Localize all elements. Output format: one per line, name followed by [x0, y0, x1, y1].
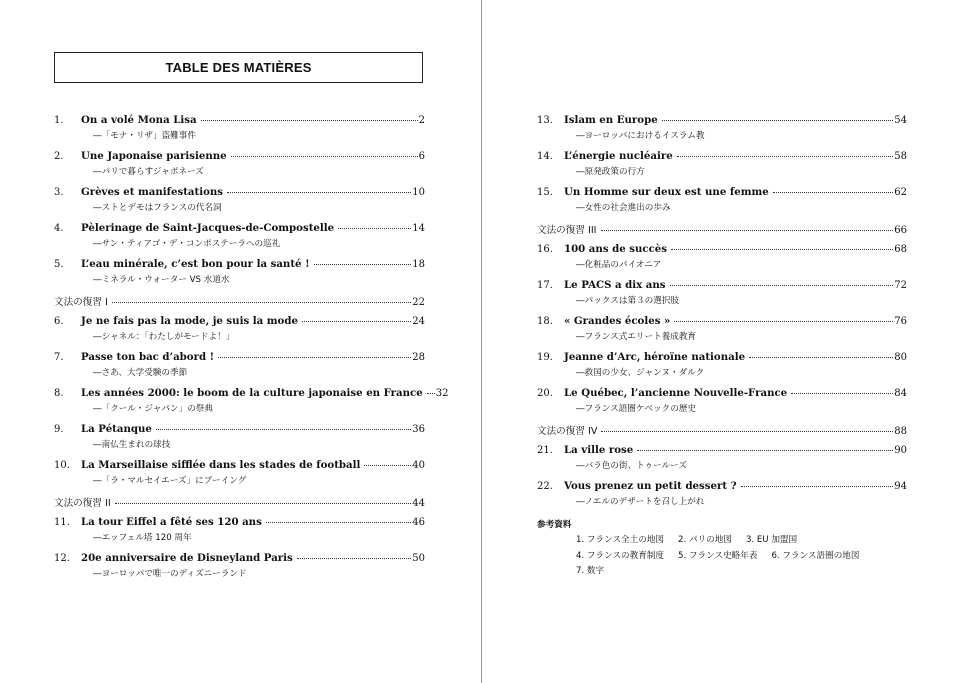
toc-entry [537, 186, 907, 222]
toc-entry [537, 387, 907, 423]
review-entry [537, 423, 907, 444]
toc-row [54, 351, 425, 366]
page-number: 88 [894, 426, 907, 437]
lesson-title: « Grandes écoles » [564, 315, 671, 327]
lesson-number: 15. [537, 187, 553, 198]
review-entry [54, 294, 425, 315]
lesson-number: 20. [537, 388, 553, 399]
toc-title-box [54, 52, 423, 83]
toc-row [54, 150, 425, 165]
toc-entry [537, 279, 907, 315]
lesson-subtitle: ―「ラ・マルセイエーズ」にブーイング [93, 476, 247, 486]
toc-row [537, 186, 907, 201]
lesson-subtitle: ―シャネル：「わたしがモードよ！」 [93, 332, 235, 342]
lesson-number: 16. [537, 244, 553, 255]
lesson-title: Passe ton bac d’abord ! [81, 351, 215, 363]
review-title: 文法の復習 I [54, 297, 108, 308]
toc-entry [537, 243, 907, 279]
reference-item: 3. EU 加盟国 [745, 535, 798, 545]
toc-row [54, 387, 449, 402]
toc-entry [537, 480, 907, 516]
dot-leader [314, 264, 412, 265]
toc-row [54, 459, 425, 474]
toc-entry [54, 186, 425, 222]
lesson-number: 7. [54, 352, 64, 363]
review-title: 文法の復習 IV [537, 426, 598, 437]
lesson-title: Le PACS a dix ans [564, 279, 666, 291]
lesson-title: La Pétanque [81, 423, 152, 435]
lesson-number: 10. [54, 460, 70, 471]
lesson-subtitle: ―パリで暮らすジャポネーズ [93, 167, 204, 177]
toc-row [537, 351, 907, 366]
dot-leader [791, 393, 893, 394]
references-title: 参考資料 [537, 520, 572, 530]
dot-leader [266, 522, 411, 523]
dot-leader [115, 503, 412, 504]
lesson-number: 1. [54, 115, 64, 126]
page-number: 2 [418, 115, 425, 126]
toc-entry [54, 351, 425, 387]
toc-entry [537, 444, 907, 480]
toc-entry [537, 351, 907, 387]
lesson-title: Islam en Europe [564, 114, 658, 126]
page-number: 22 [412, 297, 425, 308]
lesson-title: 100 ans de succès [564, 243, 668, 255]
dot-leader [218, 357, 411, 358]
dot-leader [741, 486, 894, 487]
page-number: 84 [894, 388, 907, 399]
dot-leader [671, 249, 893, 250]
dot-leader [297, 558, 411, 559]
lesson-title: Les années 2000: le boom de la culture japonaise en France [81, 387, 423, 399]
left-toc-list [54, 114, 449, 588]
lesson-subtitle: ―化粧品のパイオニア [576, 260, 662, 270]
page-number: 80 [894, 352, 907, 363]
references-row [537, 549, 907, 565]
dot-leader [427, 393, 435, 394]
page-number: 50 [412, 553, 425, 564]
reference-item: 6. フランス語圏の地図 [771, 550, 860, 561]
toc-title: TABLE DES MATIÈRES [165, 60, 312, 75]
lesson-title: L’énergie nucléaire [564, 150, 673, 162]
reference-item: 7. 数字 [576, 566, 605, 576]
lesson-number: 8. [54, 388, 64, 399]
toc-row [54, 552, 425, 567]
toc-entry [54, 114, 425, 150]
lesson-title: Je ne fais pas la mode, je suis la mode [81, 315, 298, 327]
lesson-title: L’eau minérale, c’est bon pour la santé ! [81, 258, 310, 270]
toc-row [54, 516, 425, 531]
lesson-subtitle: ―ヨーロッパで唯一のディズニーランド [93, 569, 247, 579]
lesson-subtitle: ―さあ、大学受験の季節 [93, 368, 188, 378]
reference-item: 1. フランス全土の地図 [576, 535, 665, 545]
lesson-title: 20e anniversaire de Disneyland Paris [81, 552, 293, 564]
page-number: 90 [894, 445, 907, 456]
review-entry [537, 222, 907, 243]
page-number: 14 [412, 223, 425, 234]
dot-leader [773, 192, 894, 193]
lesson-number: 13. [537, 115, 553, 126]
toc-entry [54, 150, 425, 186]
review-entry [54, 495, 425, 516]
toc-row [54, 423, 425, 438]
lesson-subtitle: ―ストとデモはフランスの代名詞 [93, 203, 222, 213]
lesson-subtitle: ―ノエルのデザートを召し上がれ [576, 497, 705, 507]
dot-leader [670, 285, 894, 286]
right-toc-list [537, 114, 907, 580]
references-row [537, 533, 907, 549]
lesson-title: Le Québec, l’ancienne Nouvelle-France [564, 387, 788, 399]
lesson-subtitle: ―エッフェル塔 120 周年 [93, 533, 192, 543]
toc-row [537, 279, 907, 294]
toc-row [537, 114, 907, 129]
lesson-subtitle: ―救国の少女、ジャンヌ・ダルク [576, 368, 705, 378]
review-title: 文法の復習 III [537, 225, 597, 236]
references-row [537, 564, 907, 580]
toc-entry [537, 150, 907, 186]
dot-leader [112, 302, 411, 303]
lesson-subtitle: ―サン・ティアゴ・デ・コンポステーラへの巡礼 [93, 239, 281, 249]
page-number: 68 [894, 244, 907, 255]
lesson-subtitle: ―南仏生まれの球技 [93, 440, 171, 450]
lesson-number: 2. [54, 151, 64, 162]
lesson-subtitle: ―パックスは第３の選択肢 [576, 296, 680, 306]
lesson-subtitle: ―原発政策の行方 [576, 167, 645, 177]
dot-leader [338, 228, 411, 229]
dot-leader [156, 429, 411, 430]
review-title: 文法の復習 II [54, 498, 111, 509]
lesson-number: 14. [537, 151, 553, 162]
page-number: 66 [894, 225, 907, 236]
toc-row [537, 423, 907, 438]
lesson-number: 9. [54, 424, 64, 435]
dot-leader [302, 321, 411, 322]
dot-leader [364, 465, 411, 466]
reference-item: 4. フランスの教育制度 [576, 550, 665, 561]
toc-row [54, 294, 425, 309]
page-number: 46 [412, 517, 425, 528]
toc-row [537, 222, 907, 237]
toc-row [54, 258, 425, 273]
toc-entry [537, 315, 907, 351]
page-number: 54 [894, 115, 907, 126]
references-block [537, 518, 907, 580]
lesson-subtitle: ―ヨーロッパにおけるイスラム教 [576, 131, 705, 141]
lesson-number: 11. [54, 517, 70, 528]
dot-leader [749, 357, 893, 358]
lesson-subtitle: ―フランス式エリート養成教育 [576, 332, 697, 342]
lesson-subtitle: ―「クール・ジャパン」の祭典 [93, 404, 213, 414]
dot-leader [637, 450, 893, 451]
lesson-title: Une Japonaise parisienne [81, 150, 227, 162]
page-number: 44 [412, 498, 425, 509]
toc-row [54, 495, 425, 510]
page-number: 40 [412, 460, 425, 471]
lesson-title: On a volé Mona Lisa [81, 114, 197, 126]
toc-row [537, 243, 907, 258]
lesson-number: 6. [54, 316, 64, 327]
toc-row [537, 315, 907, 330]
dot-leader [201, 120, 418, 121]
lesson-number: 22. [537, 481, 553, 492]
lesson-title: La ville rose [564, 444, 634, 456]
toc-row [54, 315, 425, 330]
lesson-subtitle: ―フランス語圏ケベックの歴史 [576, 404, 697, 414]
dot-leader [227, 192, 411, 193]
toc-row [537, 150, 907, 165]
lesson-title: La Marseillaise sifflée dans les stades de football [81, 459, 361, 471]
lesson-subtitle: ―「モナ・リザ」盗難事件 [93, 131, 196, 141]
page-number: 28 [412, 352, 425, 363]
lesson-title: Un Homme sur deux est une femme [564, 186, 769, 198]
page-number: 76 [894, 316, 907, 327]
toc-row [537, 387, 907, 402]
toc-entry [54, 387, 449, 423]
toc-row [54, 186, 425, 201]
reference-item: 5. フランス史略年表 [678, 550, 758, 561]
dot-leader [674, 321, 893, 322]
page-number: 32 [435, 388, 449, 399]
toc-entry [54, 423, 425, 459]
lesson-title: Jeanne d’Arc, héroïne nationale [564, 351, 746, 363]
lesson-number: 5. [54, 259, 64, 270]
lesson-subtitle: ―ミネラル・ウォーター VS 水道水 [93, 275, 230, 285]
page-number: 6 [418, 151, 425, 162]
toc-entry [537, 114, 907, 150]
lesson-number: 18. [537, 316, 553, 327]
page-number: 36 [412, 424, 425, 435]
lesson-title: Vous prenez un petit dessert ? [564, 480, 737, 492]
toc-entry [54, 315, 425, 351]
dot-leader [601, 230, 894, 231]
page-number: 58 [894, 151, 907, 162]
lesson-number: 12. [54, 553, 70, 564]
page-number: 62 [894, 187, 907, 198]
lesson-subtitle: ―女性の社会進出の歩み [576, 203, 671, 213]
toc-entry [54, 222, 425, 258]
page-number: 10 [412, 187, 425, 198]
page-number: 72 [894, 280, 907, 291]
lesson-number: 3. [54, 187, 64, 198]
reference-item: 2. パリの地図 [678, 535, 732, 545]
page-number: 18 [412, 259, 425, 270]
toc-row [54, 222, 425, 237]
lesson-title: Grèves et manifestations [81, 186, 224, 198]
lesson-title: La tour Eiffel a fêté ses 120 ans [81, 516, 262, 528]
page-number: 24 [412, 316, 425, 327]
lesson-number: 17. [537, 280, 553, 291]
dot-leader [677, 156, 894, 157]
page-number: 94 [894, 481, 907, 492]
toc-entry [54, 516, 425, 552]
lesson-number: 19. [537, 352, 553, 363]
lesson-number: 4. [54, 223, 64, 234]
toc-row [537, 480, 907, 495]
toc-entry [54, 552, 425, 588]
toc-row [537, 444, 907, 459]
lesson-title: Pèlerinage de Saint-Jacques-de-Compostelle [81, 222, 335, 234]
dot-leader [662, 120, 894, 121]
dot-leader [601, 431, 893, 432]
toc-row [54, 114, 425, 129]
dot-leader [231, 156, 418, 157]
toc-entry [54, 258, 425, 294]
toc-entry [54, 459, 425, 495]
lesson-subtitle: ―バラ色の街、トゥールーズ [576, 461, 687, 471]
lesson-number: 21. [537, 445, 553, 456]
